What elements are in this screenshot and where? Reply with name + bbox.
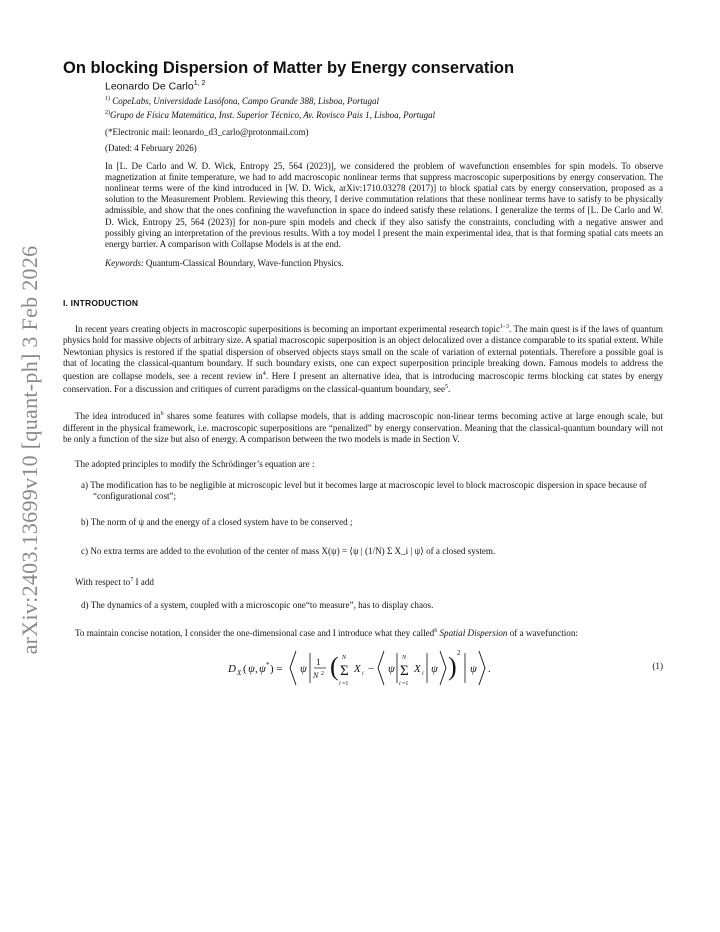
svg-text:) =: ) = [270, 662, 283, 675]
svg-text:=1: =1 [342, 680, 349, 687]
paragraph-3: The adopted principles to modify the Schrödinger’s equation are : [75, 459, 315, 470]
svg-text:−: − [368, 662, 375, 675]
svg-text:D: D [228, 662, 236, 675]
paper-page [63, 58, 663, 693]
svg-text:i: i [399, 680, 401, 687]
svg-text:2: 2 [321, 670, 324, 677]
svg-text:(: ( [330, 651, 339, 681]
affiliation-1: $^{1)}$ CopeLabs, Universidade Lusófona, Campo Grande 388, Lisboa, Portugal [105, 95, 380, 106]
svg-text:ψ: ψ [248, 662, 255, 675]
paper-title: On blocking Dispersion of Matter by Energy conservation [63, 59, 515, 77]
abstract: In [L. De Carlo and W. D. Wick, Entropy 25, 564 (2023)], we considered the problem of wavefunction ensembles for spin models. To observe magnetization at finite temperature, we had to add macroscopic nonlinear terms that suppress macroscopic superpositions by energy conservation. The nonlinear terms were of the kind introduced in [W. D. Wick, arXiv:1710.03278 (2017)] to block spatial cats by energy conservation, proposed as a solution to the Measurement Problem. Reviewing this theory, I derive commutation relations that these nonlinear terms have to satisfy to be physically admissible, and show that the ones confining the wavefunction in space do indeed satisfy these relations. I generalize the terms of [L. De Carlo and W. D. Wick, Entropy 25, 564 (2023)] for non-pure spin models and check if they also satisfy the constraints, concluding with a negative answer and possibly giving an interpretation of the previous results. With a toy model I present the main experimental idea, that is that forming spatial cats meets an energy barrier. A comparison with Collapse Models is at the end. [105, 160, 663, 249]
principles-list-cont [81, 600, 663, 611]
svg-text:N: N [402, 654, 407, 661]
svg-text:Σ: Σ [340, 662, 349, 679]
svg-text:ψ: ψ [470, 662, 477, 675]
equation-number: (1) [652, 660, 663, 671]
svg-text:,: , [255, 662, 258, 675]
email: (*Electronic mail: leonardo_d3_carlo@protonmail.com) [105, 126, 309, 137]
paragraph-1: In recent years creating objects in macroscopic superpositions is becoming an important experimental research topic$^{1-3}$. The main quest is if the laws of quantum physics hold for massive objects of arbitrary size. A spatial macroscopic superposition is an object delocalized over a distance comparable to its spatial extent. While Newtonian physics is restored if the spatial dispersion of observed objects stays small on the scale of variation of external potentials. Therefore a possible goal is that of locating the classical-quantum boundary. If such boundary exists, one can expect superposition principle breaking down. Famous models to address the question are collapse models, see a recent review $in^4$. Here I present an alternative idea, that is introducing macroscopic terms blocking cat states by energy conservation. For a discussion and critiques of current paradigms on the classical-quantum boundary, see$^5$. [63, 324, 663, 395]
principles-list [81, 480, 663, 557]
equation-svg [228, 645, 528, 691]
list-item: c) No extra terms are added to the evolution of the center of mass X(ψ) = ⟨ψ | (1/N) Σ X_i | ψ⟩ of a closed system. [81, 545, 496, 556]
svg-text:Σ: Σ [400, 662, 409, 679]
date-line: (Dated: 4 February 2026) [105, 142, 197, 153]
author: Leonardo De Carlo$^{1, 2}$ [105, 80, 206, 93]
svg-text:=1: =1 [402, 680, 409, 687]
svg-text:N: N [313, 670, 319, 680]
list-item: b) The norm of ψ and the energy of a closed system have to be conserved ; [81, 516, 353, 527]
svg-text:X: X [354, 662, 361, 675]
svg-text:i: i [422, 670, 424, 677]
svg-text:*: * [266, 660, 270, 669]
svg-text:2: 2 [457, 648, 461, 657]
svg-text:N: N [342, 654, 347, 661]
svg-text:i: i [339, 680, 341, 687]
svg-text:.: . [488, 662, 491, 675]
keywords: Keywords: Quantum-Classical Boundary, Wave-function Physics. [105, 258, 344, 269]
arxiv-stamp: arXiv:2403.13699v10 [quant-ph] 3 Feb 2026 [17, 245, 42, 655]
equation-body [228, 645, 528, 694]
author-block [105, 80, 663, 268]
svg-text:ψ: ψ [431, 662, 438, 675]
paragraph-2: The idea introduced $in^6$ shares some features with collapse models, that is adding macroscopic non-linear terms becoming active at large enough scale, but different in the physical framework, i.e. macroscopic superpositions are “penalized” by energy conservation. Meaning that the classical-quantum boundary will not be only a function of the size but also of energy. A comparison between the two models is made in Section V. [63, 411, 663, 444]
svg-text:X: X [237, 668, 242, 677]
list-item: d) The dynamics of a system, coupled with a microscopic one“to measure”, has to display chaos. [81, 600, 434, 611]
svg-text:1: 1 [316, 656, 321, 667]
svg-text:): ) [448, 651, 457, 681]
svg-text:(: ( [243, 662, 247, 675]
svg-text:X: X [414, 662, 421, 675]
paragraph-5: To maintain concise notation, I consider the one-dimensional case and I introduce what they called$^6$ Spatial Dispersion of a wavefunction: [75, 627, 578, 638]
svg-text:ψ: ψ [259, 662, 266, 675]
svg-text:ψ: ψ [388, 662, 395, 675]
svg-text:ψ: ψ [300, 662, 307, 675]
equation-1 [63, 645, 663, 693]
list-item: a) The modification has to be negligible at microscopic level but it becomes large at macroscopic level to block macroscopic dispersion in space because of “configurational cost”; [81, 480, 647, 502]
affiliation-2: $^{2)}$Grupo de Física Matemática, Inst. Superior Técnico, Av. Rovisco Pais 1, Lisboa, Portugal [105, 109, 436, 120]
svg-text:i: i [362, 670, 364, 677]
section-heading: I. INTRODUCTION [63, 298, 139, 309]
paragraph-4: With respect $to^7$ I add [75, 577, 154, 588]
